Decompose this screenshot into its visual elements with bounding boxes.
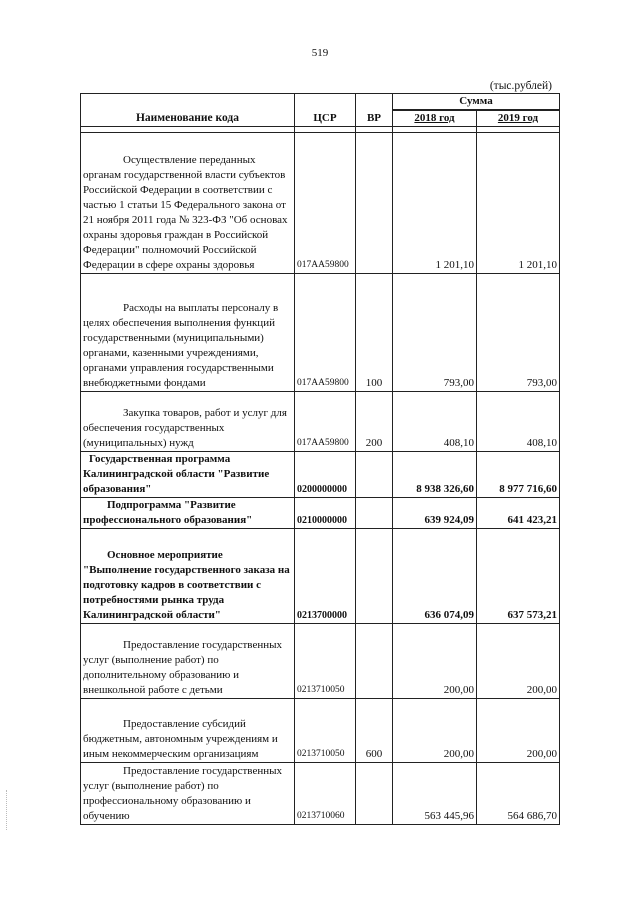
row-name: Предоставление субсидий бюджетным, автономным учреждениям и иным некоммерческим организациям: [81, 699, 295, 763]
scan-margin-marks: [6, 790, 9, 830]
header-csr: ЦСР: [295, 94, 356, 127]
row-csr: 0210000000: [295, 498, 356, 529]
header-name: Наименование кода: [81, 94, 295, 127]
row-2019: 564 686,70: [477, 763, 560, 825]
row-2019: 637 573,21: [477, 529, 560, 624]
table-row: [81, 452, 560, 498]
table-row: [81, 699, 560, 763]
row-csr: 0200000000: [295, 452, 356, 498]
row-name: Подпрограмма "Развитие профессионального образования": [81, 498, 295, 529]
row-vr: 600: [356, 699, 393, 763]
row-2018: 1 201,10: [393, 133, 477, 274]
row-2019: 200,00: [477, 624, 560, 699]
row-2019: 641 423,21: [477, 498, 560, 529]
row-vr: [356, 452, 393, 498]
row-name: Государственная программа Калининградской области "Развитие образования": [81, 452, 295, 498]
header-2019: 2019 год: [477, 110, 560, 127]
row-2019: 1 201,10: [477, 133, 560, 274]
row-csr: 017АА59800: [295, 133, 356, 274]
row-csr: 0213700000: [295, 529, 356, 624]
row-2018: 563 445,96: [393, 763, 477, 825]
table-row: [81, 624, 560, 699]
row-csr: 0213710060: [295, 763, 356, 825]
row-2018: 636 074,09: [393, 529, 477, 624]
header-2018: 2018 год: [393, 110, 477, 127]
row-2019: 200,00: [477, 699, 560, 763]
row-vr: 100: [356, 274, 393, 392]
table-row: [81, 763, 560, 825]
row-name: Закупка товаров, работ и услуг для обеспечения государственных (муниципальных) нужд: [81, 392, 295, 452]
row-2018: 408,10: [393, 392, 477, 452]
row-name: Предоставление государственных услуг (выполнение работ) по профессиональному образованию и обучению: [81, 763, 295, 825]
row-csr: 017АА59800: [295, 274, 356, 392]
header-sum: Сумма: [393, 94, 560, 111]
row-vr: [356, 624, 393, 699]
table-row: [81, 498, 560, 529]
row-vr: 200: [356, 392, 393, 452]
budget-table: [80, 93, 560, 825]
table-row: [81, 529, 560, 624]
row-2019: 8 977 716,60: [477, 452, 560, 498]
row-csr: 0213710050: [295, 624, 356, 699]
row-2019: 408,10: [477, 392, 560, 452]
row-name: Осуществление переданных органам государственной власти субъектов Российской Федерации в соответствии с частью 1 статьи 15 Федерального закона от 21 ноября 2011 года № 323-ФЗ "Об основах охраны здоровья граждан в Российской Федерации" полномочий Российской Федерации в сфере охраны здоровья: [81, 133, 295, 274]
table-row: [81, 274, 560, 392]
row-2018: 200,00: [393, 624, 477, 699]
row-2018: 200,00: [393, 699, 477, 763]
row-2018: 793,00: [393, 274, 477, 392]
row-vr: [356, 498, 393, 529]
row-2018: 639 924,09: [393, 498, 477, 529]
header-vr: ВР: [356, 94, 393, 127]
row-name: Предоставление государственных услуг (выполнение работ) по дополнительному образованию и внешкольной работе с детьми: [81, 624, 295, 699]
row-name: Расходы на выплаты персоналу в целях обеспечения выполнения функций государственными (муниципальными) органами, казенными учреждениями, органами управления государственными внебюджетными фондами: [81, 274, 295, 392]
page-number: 519: [311, 47, 329, 59]
row-2019: 793,00: [477, 274, 560, 392]
row-name: Основное мероприятие "Выполнение государственного заказа на подготовку кадров в соответствии с потребностями рынка труда Калининградской области": [81, 529, 295, 624]
row-vr: [356, 133, 393, 274]
row-2018: 8 938 326,60: [393, 452, 477, 498]
row-vr: [356, 529, 393, 624]
row-vr: [356, 763, 393, 825]
units-label: (тыс.рублей): [489, 80, 552, 92]
table-row: [81, 133, 560, 274]
row-csr: 017АА59800: [295, 392, 356, 452]
row-csr: 0213710050: [295, 699, 356, 763]
table-row: [81, 392, 560, 452]
